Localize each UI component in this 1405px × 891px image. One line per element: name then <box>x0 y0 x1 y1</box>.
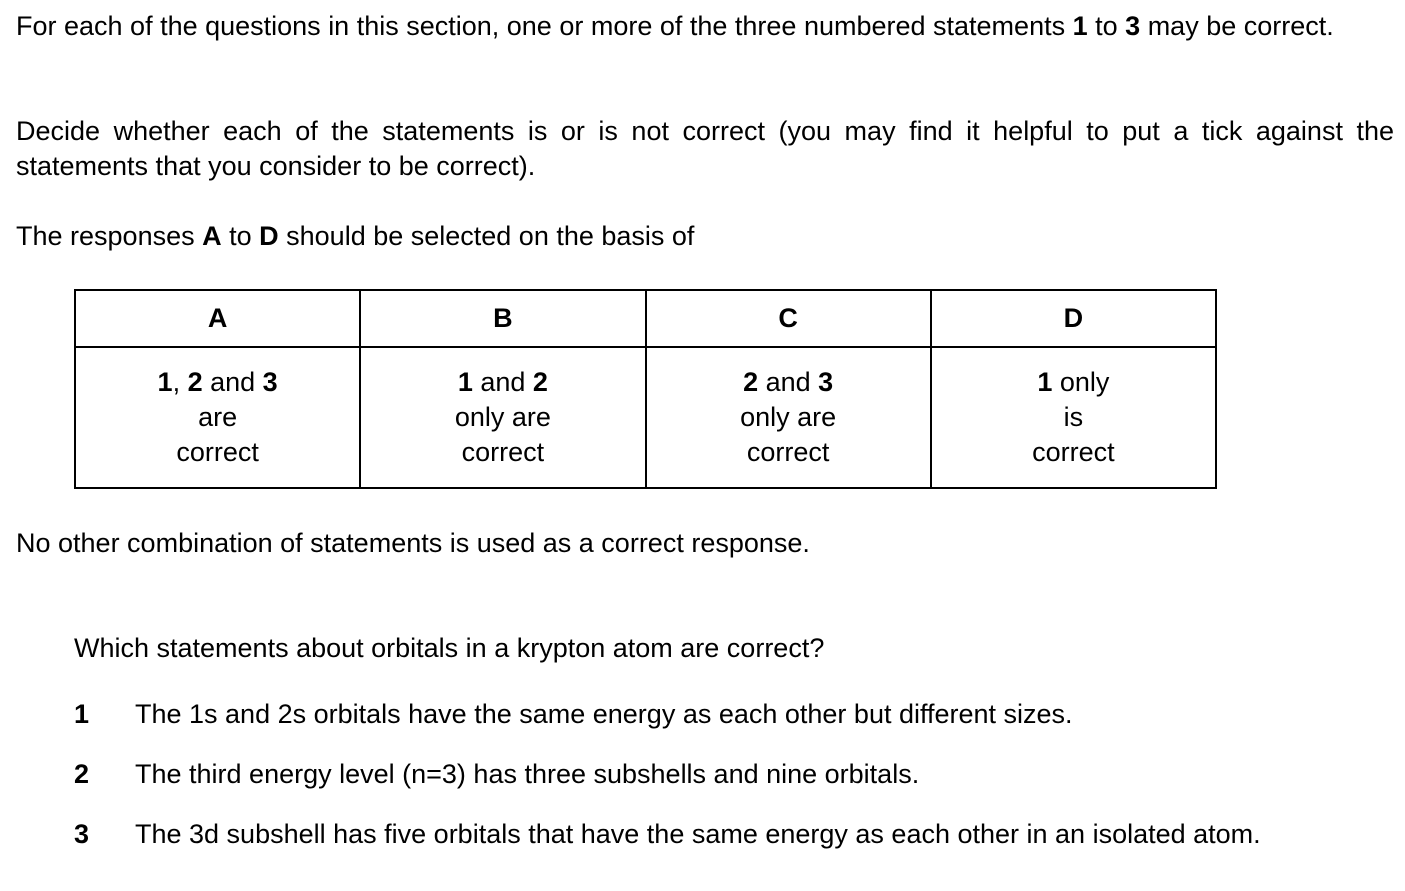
statement-text: The 3d subshell has five orbitals that have the same energy as each other in an isolated atom. <box>135 819 1261 849</box>
key-cell-b-line1: 1 and 2 <box>457 367 548 397</box>
key-cell-d-line3: correct <box>1032 437 1115 467</box>
statement-text: The 1s and 2s orbitals have the same energy as each other but different sizes. <box>135 699 1073 729</box>
key-cell-a-line3: correct <box>176 437 259 467</box>
instruction-paragraph-1: For each of the questions in this section, one or more of the three numbered statements 1 to 3 may be correct. <box>16 11 1334 41</box>
key-cell-b-line2: only are <box>454 402 551 432</box>
statement-number: 1 <box>74 699 90 729</box>
key-cell-d <box>931 347 1216 488</box>
key-header-row <box>75 290 1216 347</box>
response-key-table <box>74 289 1217 489</box>
question-stem: Which statements about orbitals in a krypton atom are correct? <box>74 633 825 663</box>
key-header-c: C <box>646 290 931 347</box>
statement-number: 3 <box>74 819 90 849</box>
instruction-paragraph-4: No other combination of statements is used as a correct response. <box>16 528 810 558</box>
key-cell-a-line2: are <box>198 402 238 432</box>
statement-number: 2 <box>74 759 90 789</box>
instruction-paragraph-2: Decide whether each of the statements is or is not correct (you may find it helpful to put a tick against the statements that you consider to be correct). <box>16 116 1394 181</box>
statement-text: The third energy level (n=3) has three subshells and nine orbitals. <box>135 759 920 789</box>
key-cell-a-line1: 1, 2 and 3 <box>157 367 278 397</box>
key-cell-c-line1: 2 and 3 <box>743 367 834 397</box>
key-cell-b-line3: correct <box>461 437 545 467</box>
key-cell-a <box>75 347 360 488</box>
key-header-d: D <box>931 290 1216 347</box>
key-cell-c <box>646 347 931 488</box>
key-body-row <box>75 347 1216 488</box>
key-header-b: B <box>360 290 645 347</box>
key-cell-c-line3: correct <box>746 437 830 467</box>
key-cell-b <box>360 347 645 488</box>
key-header-a: A <box>75 290 360 347</box>
key-cell-c-line2: only are <box>740 402 837 432</box>
key-cell-d-line2: is <box>1063 402 1084 432</box>
instruction-paragraph-3: The responses A to D should be selected on the basis of <box>16 221 695 251</box>
key-cell-d-line1: 1 only <box>1037 367 1110 397</box>
